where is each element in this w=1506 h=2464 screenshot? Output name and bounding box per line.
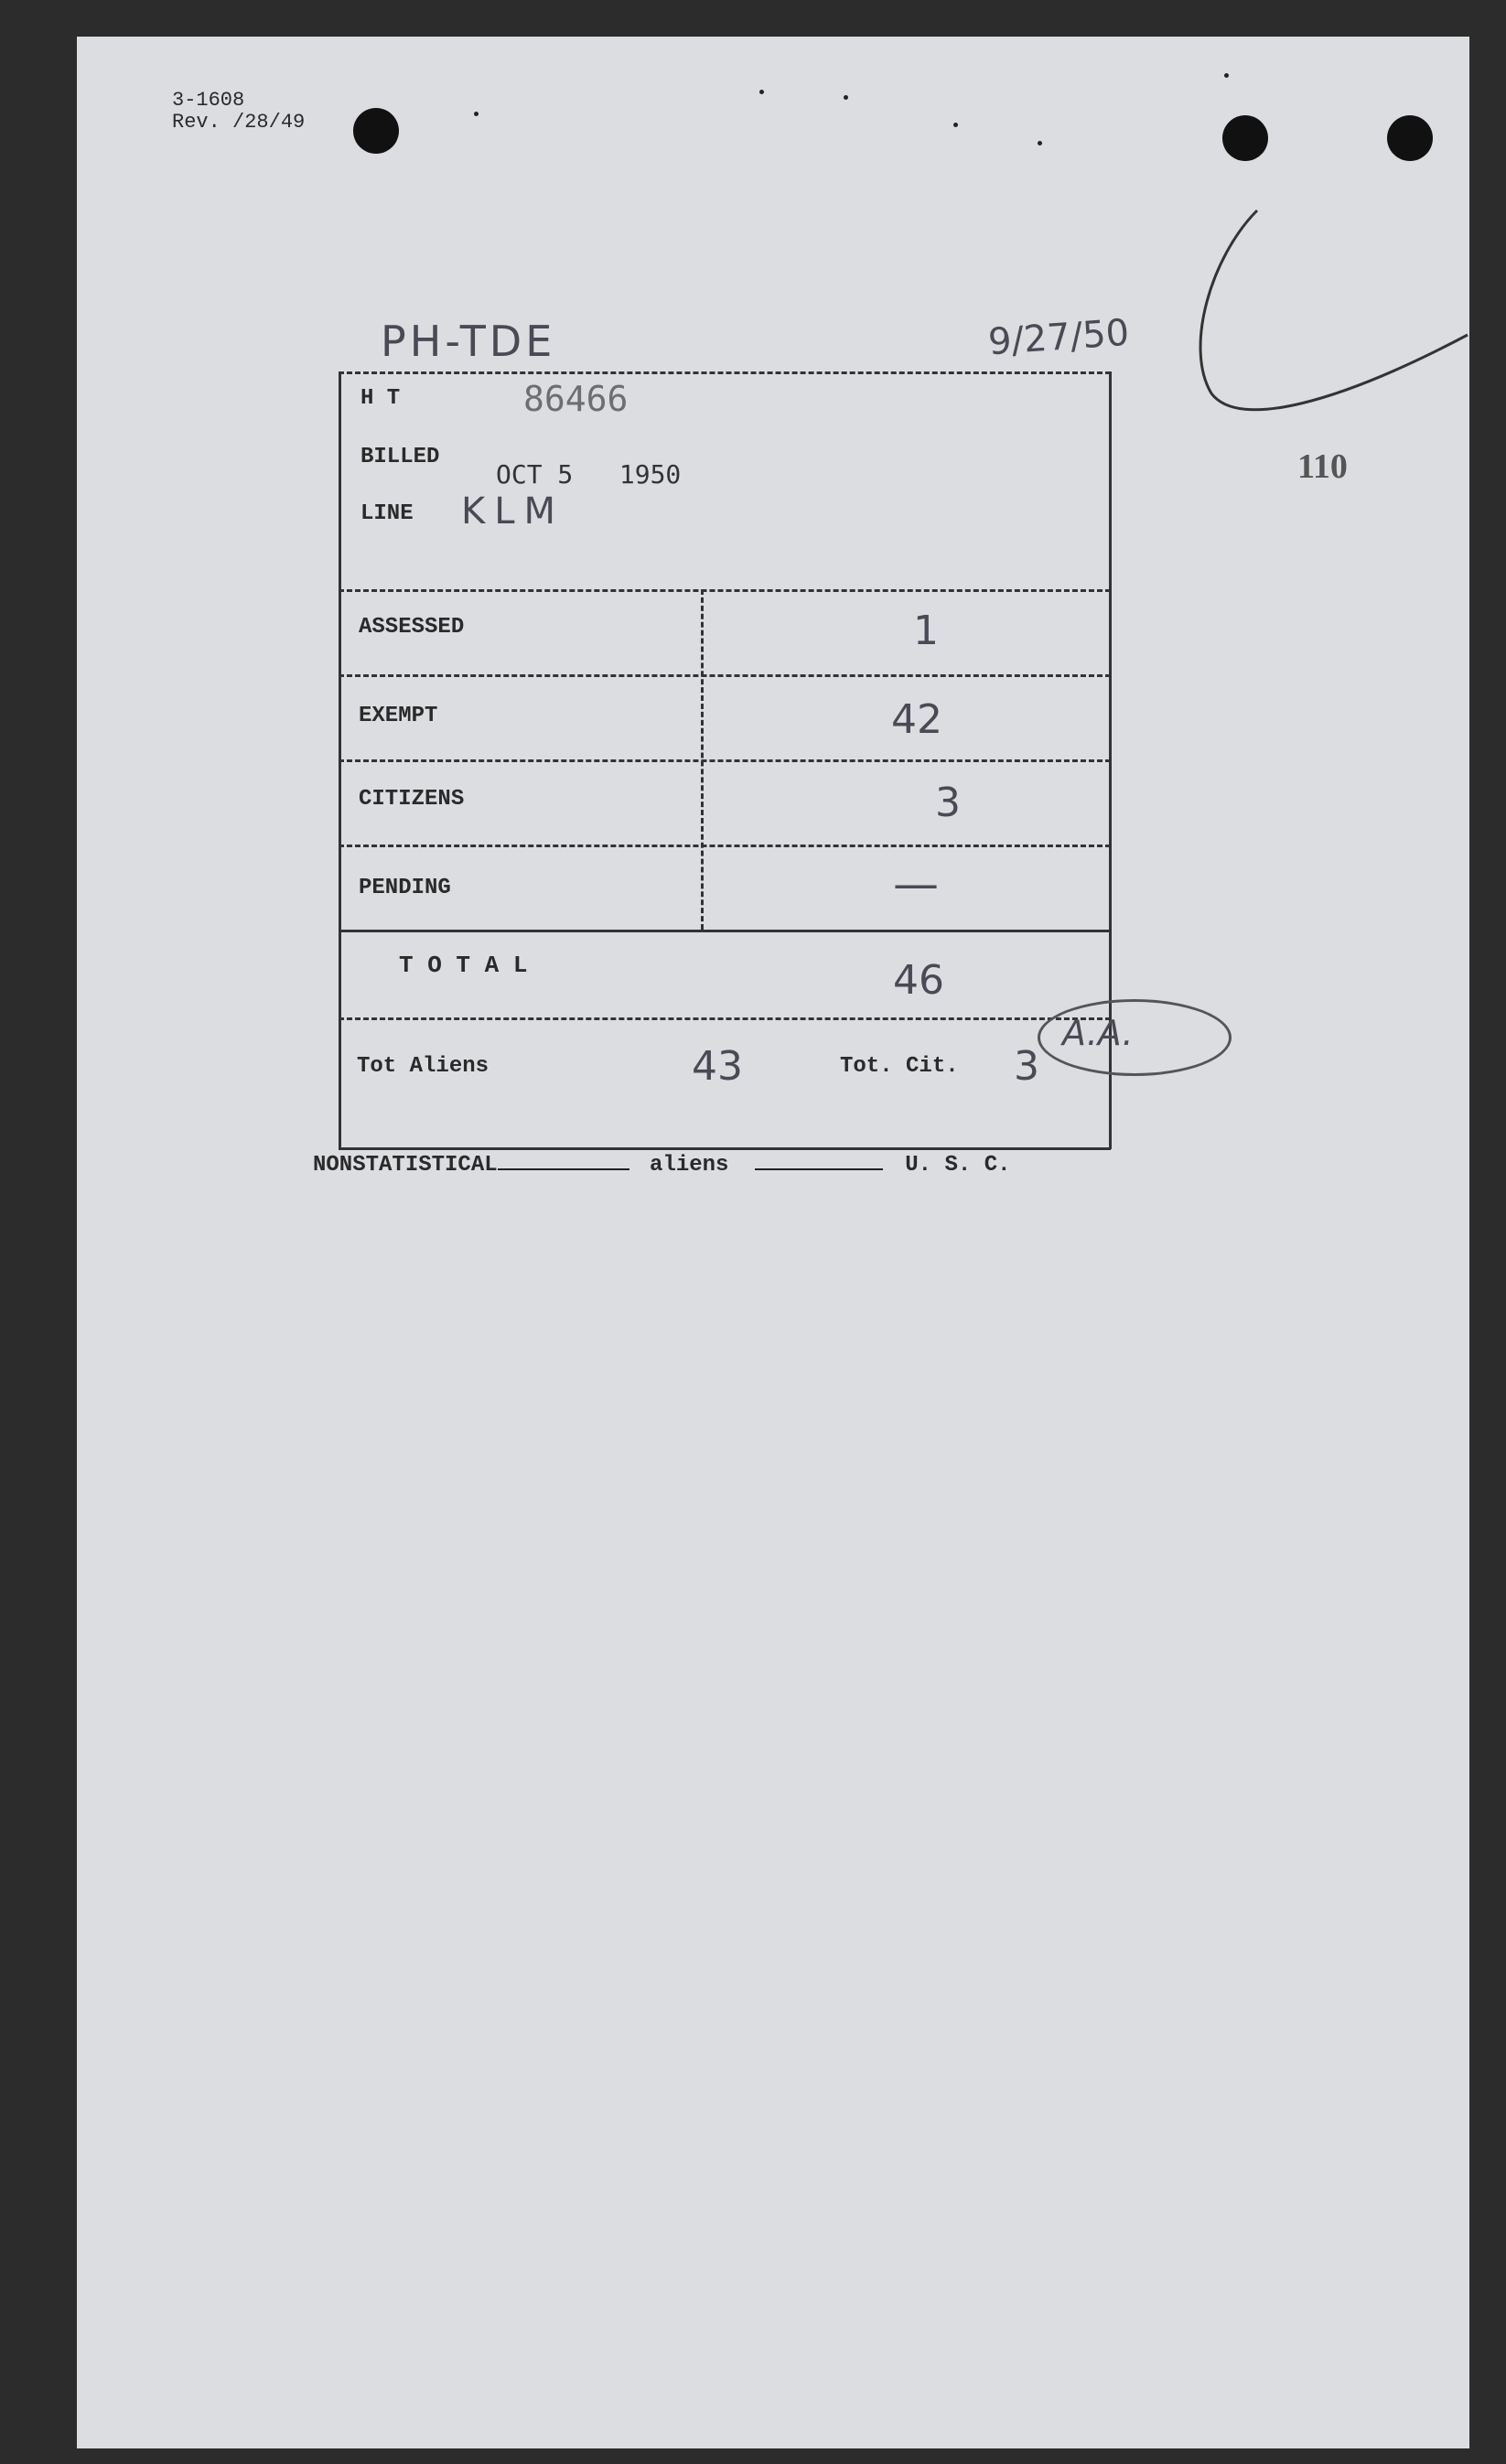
border-bottom <box>339 1147 1111 1150</box>
ht-number: 86466 <box>523 379 629 419</box>
ht-label: H T <box>360 386 401 411</box>
initials-handwritten: A.A. <box>1062 1013 1134 1053</box>
line-label: LINE <box>360 501 414 526</box>
billed-label: BILLED <box>360 445 440 469</box>
speck <box>759 90 764 94</box>
speck <box>1224 73 1229 78</box>
revision-line: Rev. /28/49 <box>172 111 306 134</box>
row-assessed <box>339 589 1111 674</box>
page-number: 110 <box>1297 447 1348 486</box>
tot-aliens-value: 43 <box>692 1043 743 1090</box>
row-label: ASSESSED <box>359 615 465 640</box>
line-value: KLM <box>461 490 565 533</box>
total-label: T O T A L <box>399 952 528 979</box>
row-value: 42 <box>891 696 942 743</box>
row-exempt <box>339 674 1111 759</box>
nonstatistical-blank <box>498 1168 629 1170</box>
speck <box>844 95 848 100</box>
date-handwritten: 9/27/50 <box>986 311 1131 364</box>
nonstatistical-line <box>313 1153 1011 1178</box>
row-value: 1 <box>913 608 939 654</box>
registration-handwritten: PH-TDE <box>381 317 556 366</box>
aliens-label: aliens <box>650 1153 729 1178</box>
usc-label: U. S. C. <box>905 1153 1011 1178</box>
tot-cit-label: Tot. Cit. <box>840 1054 959 1079</box>
punch-hole <box>353 108 399 154</box>
row-label: CITIZENS <box>359 787 465 812</box>
form-number <box>172 90 305 134</box>
row-value: — <box>893 857 939 910</box>
row-citizens <box>339 759 1111 845</box>
aliens-blank <box>755 1168 883 1170</box>
punch-hole <box>1222 115 1268 161</box>
border-top <box>339 371 1111 374</box>
row-pending <box>339 845 1111 930</box>
speck <box>1038 141 1042 145</box>
total-divider <box>339 1017 1111 1020</box>
punch-hole <box>1387 115 1433 161</box>
initials-circle <box>1038 999 1232 1076</box>
row-value: 3 <box>935 780 961 826</box>
nonstatistical-label: NONSTATISTICAL <box>313 1153 498 1178</box>
speck <box>474 112 479 116</box>
billed-date: OCT 5 1950 <box>496 459 682 490</box>
tot-aliens-label: Tot Aliens <box>357 1054 489 1079</box>
row-label: EXEMPT <box>359 704 438 728</box>
document-page <box>77 37 1469 2448</box>
form-number-line: 3-1608 <box>172 89 245 112</box>
row-divider <box>339 930 1111 932</box>
row-label: PENDING <box>359 876 451 900</box>
total-value: 46 <box>893 957 944 1004</box>
tot-cit-value: 3 <box>1014 1043 1039 1090</box>
form-box <box>339 371 1111 1149</box>
speck <box>953 123 958 127</box>
pen-stroke-curve <box>1156 165 1469 439</box>
